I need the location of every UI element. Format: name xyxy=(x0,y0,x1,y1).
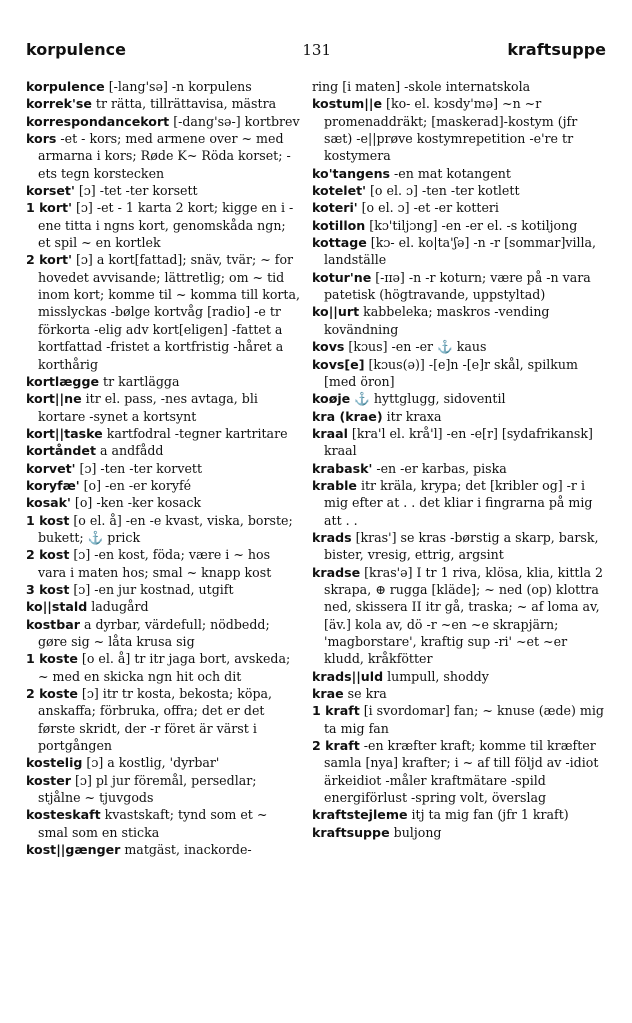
entry-definition: [kras'] se kras -børstig a skarp, barsk, bister, vresig, ettrig, argsint xyxy=(324,529,599,563)
page-header xyxy=(26,40,606,70)
entry-headword: 1 kraft xyxy=(312,703,360,719)
entry-headword: korrespondancekort xyxy=(26,113,170,129)
entry-headword: koøje xyxy=(312,391,351,407)
entry-definition: [kɔ'tiljɔng] -en -er el. -s kotiljong xyxy=(365,217,578,233)
entry-definition: [-dang'sə-] kortbrev xyxy=(169,113,300,129)
dictionary-entry xyxy=(312,806,608,823)
entry-definition: kabbeleka; maskros -vending kovändning xyxy=(324,304,550,337)
entry-definition: [o el. å] tr itr jaga bort, avskeda; ~ med en skicka ngn hit och dit xyxy=(38,651,291,684)
entry-definition: [-lang'sə] -n korpulens xyxy=(104,79,252,94)
entry-definition: [-ɪɪə] -n -r koturn; være på -n vara patetisk (högtravande, uppstyltad) xyxy=(324,269,591,303)
entry-definition: [kra'l el. krå'l] -en -e[r] [sydafrikansk] kraal xyxy=(324,425,593,459)
page-number: 131 xyxy=(302,41,332,59)
dictionary-entry xyxy=(312,199,608,216)
entry-definition: matgäst, inackorde- xyxy=(120,842,252,858)
entry-headword: kottage xyxy=(312,235,367,251)
dictionary-entry xyxy=(26,113,300,130)
dictionary-entry xyxy=(312,182,608,199)
entry-definition: ⚓ hyttglugg, sidoventil xyxy=(350,391,506,407)
entry-definition: -en -er karbas, piska xyxy=(372,460,507,476)
entry-headword: kraftstejleme xyxy=(312,807,408,823)
entry-headword: ko'tangens xyxy=(312,165,391,181)
entry-definition: [i svordomar] fan; ~ knuse (æde) mig ta mig fan xyxy=(324,703,604,736)
entry-headword: kort||ne xyxy=(26,391,82,407)
entry-definition: [ɔ] -en jur kostnad, utgift xyxy=(69,581,234,597)
entry-headword: korvet' xyxy=(26,460,76,476)
dictionary-entry xyxy=(312,685,608,702)
entry-headword: kors xyxy=(26,131,57,147)
dictionary-entry xyxy=(312,217,608,234)
dictionary-entry xyxy=(26,494,300,511)
dictionary-entry xyxy=(312,477,608,529)
right-column xyxy=(312,78,608,841)
entry-headword: kortåndet xyxy=(26,443,96,459)
entry-headword: kostelig xyxy=(26,755,83,771)
dictionary-entry xyxy=(312,95,608,164)
entry-definition: [ɔ] -et - 1 karta 2 kort; kigge en i -ene titta i ngns kort, genomskåda ngn; et spil ~ en kortlek xyxy=(38,200,294,251)
dictionary-entry xyxy=(312,529,608,564)
entry-headword: korpulence xyxy=(26,79,105,94)
entry-headword: kraal xyxy=(312,425,348,441)
entry-definition: -en mat kotangent xyxy=(390,165,511,181)
entry-definition: [kɔus(ə)] -[e]n -[e]r skål, spilkum [med öron] xyxy=(324,356,578,389)
dictionary-entry xyxy=(312,165,608,182)
entry-definition: [o] -ken -ker kosack xyxy=(70,495,202,511)
dictionary-entry xyxy=(312,460,608,477)
entry-definition: kvastskaft; tynd som et ~ smal som en sticka xyxy=(38,807,268,840)
dictionary-entry xyxy=(312,390,608,407)
entry-headword: 2 kort' xyxy=(26,252,72,268)
dictionary-entry xyxy=(26,95,300,112)
entry-headword: kostbar xyxy=(26,616,80,632)
entry-definition: [o el. ɔ] -ten -ter kotlett xyxy=(366,183,520,199)
dictionary-entry xyxy=(312,425,608,460)
entry-definition: buljong xyxy=(389,824,442,840)
dictionary-entry xyxy=(26,182,300,199)
dictionary-entry xyxy=(26,616,300,651)
dictionary-entry xyxy=(312,668,608,685)
dictionary-entry xyxy=(312,824,608,841)
entry-definition: -en kræfter kraft; komme til kræfter samla [nya] krafter; i ~ af till följd av -idiot ärkeidiot -måler kraftmätare -spild energiförlust -spring volt, överslag xyxy=(324,738,599,806)
entry-definition: [kɔus] -en -er ⚓ kaus xyxy=(344,339,487,355)
entry-headword: kotelet' xyxy=(312,183,366,199)
entry-definition: se kra xyxy=(343,686,387,702)
entry-headword: korrek'se xyxy=(26,96,92,112)
dictionary-entry xyxy=(26,425,300,442)
dictionary-entry xyxy=(26,598,300,615)
entry-headword: 2 kost xyxy=(26,547,70,563)
entry-definition: lumpull, shoddy xyxy=(383,668,489,684)
entry-definition: [o el. ɔ] -et -er kotteri xyxy=(357,200,499,216)
first-guide-word: korpulence xyxy=(26,40,126,59)
dictionary-entry xyxy=(26,373,300,390)
dictionary-entry xyxy=(26,460,300,477)
entry-headword: koryfæ' xyxy=(26,477,80,493)
entry-definition: [ɔ] itr tr kosta, bekosta; köpa, anskaffa; förbruka, offra; det er det første skridt, der -r föret är värst i portgången xyxy=(38,686,273,754)
dictionary-entry xyxy=(312,356,608,391)
entry-definition: [ɔ] -en kost, föda; være i ~ hos vara i maten hos; smal ~ knapp kost xyxy=(38,547,272,580)
dictionary-entry xyxy=(312,234,608,269)
dictionary-entry xyxy=(26,477,300,494)
entry-definition: itr kraxa xyxy=(382,408,442,424)
dictionary-entry xyxy=(26,685,300,754)
entry-headword: krads||uld xyxy=(312,668,384,684)
entry-headword: 3 kost xyxy=(26,581,70,597)
dictionary-entry xyxy=(312,564,608,668)
entry-headword: krae xyxy=(312,686,344,702)
entry-definition: [ko- el. kɔsdy'mə] ~n ~r promenaddräkt; [maskerad]-kostym (jfr sæt) -e||prøve kostymrepetition -e're tr kostymera xyxy=(324,96,578,164)
entry-definition: [ɔ] pl jur föremål, persedlar; stjålne ~ tjuvgods xyxy=(38,772,257,806)
entry-headword: kraftsuppe xyxy=(312,824,390,840)
entry-headword: kotillon xyxy=(312,217,366,233)
entry-definition: a andfådd xyxy=(95,443,164,459)
entry-headword: krads xyxy=(312,529,352,545)
entry-definition: kartfodral -tegner kartritare xyxy=(102,425,288,441)
entry-headword: koteri' xyxy=(312,200,358,216)
dictionary-entry xyxy=(312,737,608,806)
dictionary-entry xyxy=(26,512,300,547)
entry-headword: kotur'ne xyxy=(312,269,372,285)
entry-headword: kovs xyxy=(312,339,345,355)
entry-definition: a dyrbar, värdefull; nödbedd; gøre sig ~ låta krusa sig xyxy=(38,616,270,649)
dictionary-entry xyxy=(312,338,608,355)
entry-headword: kradse xyxy=(312,564,361,580)
entry-headword: 2 kraft xyxy=(312,738,360,754)
dictionary-entry xyxy=(26,581,300,598)
entry-definition: ladugård xyxy=(87,599,149,615)
entry-headword: 1 koste xyxy=(26,651,78,667)
entry-headword: krabask' xyxy=(312,460,373,476)
entry-headword: korset' xyxy=(26,183,75,199)
entry-headword: ko||stald xyxy=(26,599,88,615)
dictionary-entry xyxy=(312,269,608,304)
dictionary-entry xyxy=(26,650,300,685)
entry-headword: kortlægge xyxy=(26,373,100,389)
dictionary-entry xyxy=(312,702,608,737)
entry-headword: kosak' xyxy=(26,495,71,511)
entry-definition: [ɔ] a kostlig, 'dyrbar' xyxy=(82,755,220,771)
entry-headword: kovs[e] xyxy=(312,356,365,372)
entry-definition: [kɔ- el. ko|ta'ʃə] -n -r [sommar]villa, landställe xyxy=(324,235,597,268)
entry-definition: tr kartlägga xyxy=(99,373,180,389)
entry-definition: [ɔ] a kort[fattad]; snäv, tvär; ~ for hovedet avvisande; lättretlig; om ~ tid inom kort; komme til ~ komma till korta, misslyckas -bølge kortvåg [radio] -e tr förkorta -elig adv kort[eligen] -fattet a kortfattad -fristet a kortfristig -håret a korthårig xyxy=(38,252,300,372)
left-column xyxy=(26,78,300,858)
entry-definition: [ɔ] -ten -ter korvett xyxy=(75,460,203,476)
dictionary-entry xyxy=(26,806,300,841)
entry-definition: ring [i maten] -skole internatskola xyxy=(312,79,531,94)
dictionary-entry xyxy=(26,772,300,807)
entry-headword: kort||taske xyxy=(26,425,103,441)
dictionary-entry xyxy=(26,442,300,459)
dictionary-entry xyxy=(26,390,300,425)
dictionary-entry xyxy=(26,78,300,95)
entry-definition: -et - kors; med armene over ~ med armarna i kors; Røde K~ Röda korset; -ets tegn korstecken xyxy=(38,131,291,181)
entry-headword: koster xyxy=(26,772,71,788)
entry-headword: kra (krae) xyxy=(312,408,383,424)
entry-headword: kost||gænger xyxy=(26,842,121,858)
dictionary-entry xyxy=(312,78,608,95)
dictionary-entry xyxy=(26,130,300,182)
dictionary-entry xyxy=(312,408,608,425)
entry-definition: [kras'ə] I tr 1 riva, klösa, klia, kittla 2 skrapa, ⊕ rugga [kläde]; ~ ned (op) klottra ned, skissera II itr gå, traska; ~ af loma av, [äv.] kola av, dö -r ~en ~e skrapjärn; 'magborstare', kraftig sup -ri' ~et ~er kludd, kråkfötter xyxy=(324,564,604,667)
entry-headword: 1 kort' xyxy=(26,200,72,216)
dictionary-entry xyxy=(26,199,300,251)
entry-headword: kosteskaft xyxy=(26,807,101,823)
last-guide-word: kraftsuppe xyxy=(507,40,606,59)
entry-headword: 1 kost xyxy=(26,512,70,528)
entry-headword: kostum||e xyxy=(312,96,383,112)
dictionary-entry xyxy=(26,546,300,581)
entry-definition: itr el. pass, -nes avtaga, bli kortare -synet a kortsynt xyxy=(38,391,258,424)
entry-definition: itr kräla, krypa; det [kribler og] -r i mig efter at . . det kliar i fingrarna på mig att . . xyxy=(324,477,593,528)
dictionary-entry xyxy=(312,303,608,338)
entry-definition: itj ta mig fan (jfr 1 kraft) xyxy=(407,807,569,823)
entry-definition: [ɔ] -tet -ter korsett xyxy=(74,183,198,199)
dictionary-entry xyxy=(26,841,300,858)
entry-definition: [o] -en -er koryfé xyxy=(79,477,192,493)
entry-headword: krable xyxy=(312,477,357,493)
entry-definition: [o el. å] -en -e kvast, viska, borste; bukett; ⚓ prick xyxy=(38,512,293,545)
entry-headword: 2 koste xyxy=(26,686,78,702)
entry-headword: ko||urt xyxy=(312,304,360,320)
dictionary-entry xyxy=(26,754,300,771)
dictionary-entry xyxy=(26,251,300,372)
entry-definition: tr rätta, tillrättavisa, mästra xyxy=(91,96,277,112)
